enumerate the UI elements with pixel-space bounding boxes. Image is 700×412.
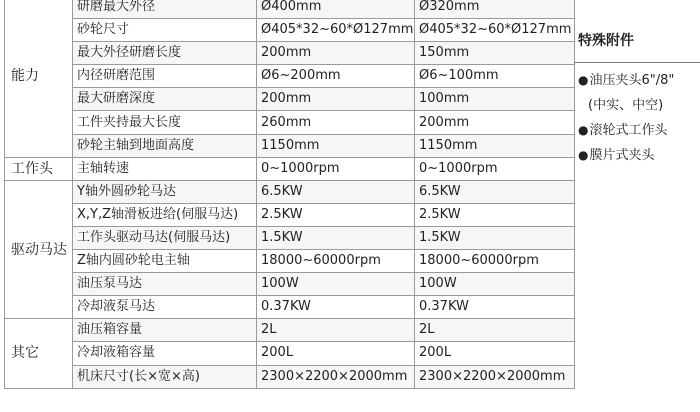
accessories-list — [578, 68, 700, 168]
table-row — [5, 180, 575, 203]
spec-item-cell: 砂轮尺寸 — [73, 19, 257, 42]
spec-value-cell: 0.37KW — [257, 296, 415, 319]
spec-value-cell: 0~1000rpm — [415, 157, 575, 180]
spec-item-cell: 油压泵马达 — [73, 273, 257, 296]
bullet-icon: ● — [578, 148, 589, 162]
accessory-item — [578, 68, 700, 93]
spec-value-cell: Ø400mm — [257, 0, 415, 19]
table-row — [5, 226, 575, 249]
spec-item-cell: 冷却液泵马达 — [73, 296, 257, 319]
spec-value-cell: Ø405*32~60*Ø127mm — [415, 19, 575, 42]
category-cell: 能力 — [5, 0, 73, 157]
spec-value-cell: 200L — [415, 342, 575, 365]
spec-item-cell: 主轴转速 — [73, 157, 257, 180]
spec-value-cell: 150mm — [415, 42, 575, 65]
spec-value-cell: 200L — [257, 342, 415, 365]
accessories-panel — [574, 12, 700, 412]
accessory-item — [578, 143, 700, 168]
spec-value-cell: 18000~60000rpm — [415, 250, 575, 273]
spec-item-cell: Z轴内圆砂轮电主轴 — [73, 250, 257, 273]
spec-value-cell: 200mm — [257, 88, 415, 111]
accessory-label: 膜片式夹头 — [589, 148, 655, 163]
spec-item-cell: Y轴外圆砂轮马达 — [73, 180, 257, 203]
spec-value-cell: 18000~60000rpm — [257, 250, 415, 273]
accessories-divider — [574, 62, 700, 63]
table-row — [5, 203, 575, 226]
spec-value-cell: 260mm — [257, 111, 415, 134]
bullet-icon: ● — [578, 123, 589, 137]
table-row — [5, 273, 575, 296]
spec-value-cell: 1.5KW — [415, 226, 575, 249]
category-cell: 其它 — [5, 319, 73, 388]
table-row — [5, 296, 575, 319]
spec-item-cell: 内径研磨范围 — [73, 65, 257, 88]
table-row — [5, 111, 575, 134]
spec-value-cell: Ø6~100mm — [415, 65, 575, 88]
accessory-label: 滚轮式工作头 — [589, 123, 668, 138]
spec-item-cell: 工件夹持最大长度 — [73, 111, 257, 134]
spec-table-body — [5, 0, 575, 388]
accessory-label: 油压夹头6"/8" — [589, 73, 675, 88]
spec-value-cell: 1150mm — [257, 134, 415, 157]
spec-value-cell: 2.5KW — [415, 203, 575, 226]
spec-value-cell: 1150mm — [415, 134, 575, 157]
table-row — [5, 134, 575, 157]
spec-value-cell: Ø405*32~60*Ø127mm — [257, 19, 415, 42]
spec-item-cell: 研磨最大外径 — [73, 0, 257, 19]
spec-value-cell: 1.5KW — [257, 226, 415, 249]
accessory-item — [578, 118, 700, 143]
spec-value-cell: Ø6~200mm — [257, 65, 415, 88]
spec-item-cell: 冷却液箱容量 — [73, 342, 257, 365]
category-cell: 工作头 — [5, 157, 73, 180]
table-row — [5, 42, 575, 65]
bullet-icon: ● — [578, 73, 589, 87]
spec-table — [4, 0, 575, 389]
spec-value-cell: 6.5KW — [257, 180, 415, 203]
table-row — [5, 365, 575, 388]
table-row — [5, 19, 575, 42]
table-row — [5, 319, 575, 342]
category-cell: 驱动马达 — [5, 180, 73, 319]
table-row — [5, 157, 575, 180]
spec-value-cell: Ø320mm — [415, 0, 575, 19]
table-row — [5, 88, 575, 111]
spec-item-cell: 砂轮主轴到地面高度 — [73, 134, 257, 157]
spec-value-cell: 200mm — [415, 111, 575, 134]
table-row — [5, 250, 575, 273]
spec-value-cell: 2L — [257, 319, 415, 342]
spec-item-cell: 机床尺寸(长×宽×高) — [73, 365, 257, 388]
spec-item-cell: 工作头驱动马达(伺服马达) — [73, 226, 257, 249]
spec-value-cell: 100mm — [415, 88, 575, 111]
spec-value-cell: 6.5KW — [415, 180, 575, 203]
spec-value-cell: 0~1000rpm — [257, 157, 415, 180]
spec-value-cell: 2300×2200×2000mm — [257, 365, 415, 388]
spec-item-cell: 最大外径研磨长度 — [73, 42, 257, 65]
spec-value-cell: 2.5KW — [257, 203, 415, 226]
spec-value-cell: 100W — [257, 273, 415, 296]
table-row — [5, 342, 575, 365]
spec-item-cell: 最大研磨深度 — [73, 88, 257, 111]
spec-value-cell: 200mm — [257, 42, 415, 65]
spec-item-cell: X,Y,Z轴滑板进给(伺服马达) — [73, 203, 257, 226]
spec-value-cell: 100W — [415, 273, 575, 296]
spec-item-cell: 油压箱容量 — [73, 319, 257, 342]
accessory-sublabel: (中实、中空) — [588, 98, 664, 113]
spec-value-cell: 2L — [415, 319, 575, 342]
table-row — [5, 65, 575, 88]
spec-value-cell: 0.37KW — [415, 296, 575, 319]
spec-value-cell: 2300×2200×2000mm — [415, 365, 575, 388]
accessories-title: 特殊附件 — [578, 33, 634, 49]
table-row — [5, 0, 575, 19]
